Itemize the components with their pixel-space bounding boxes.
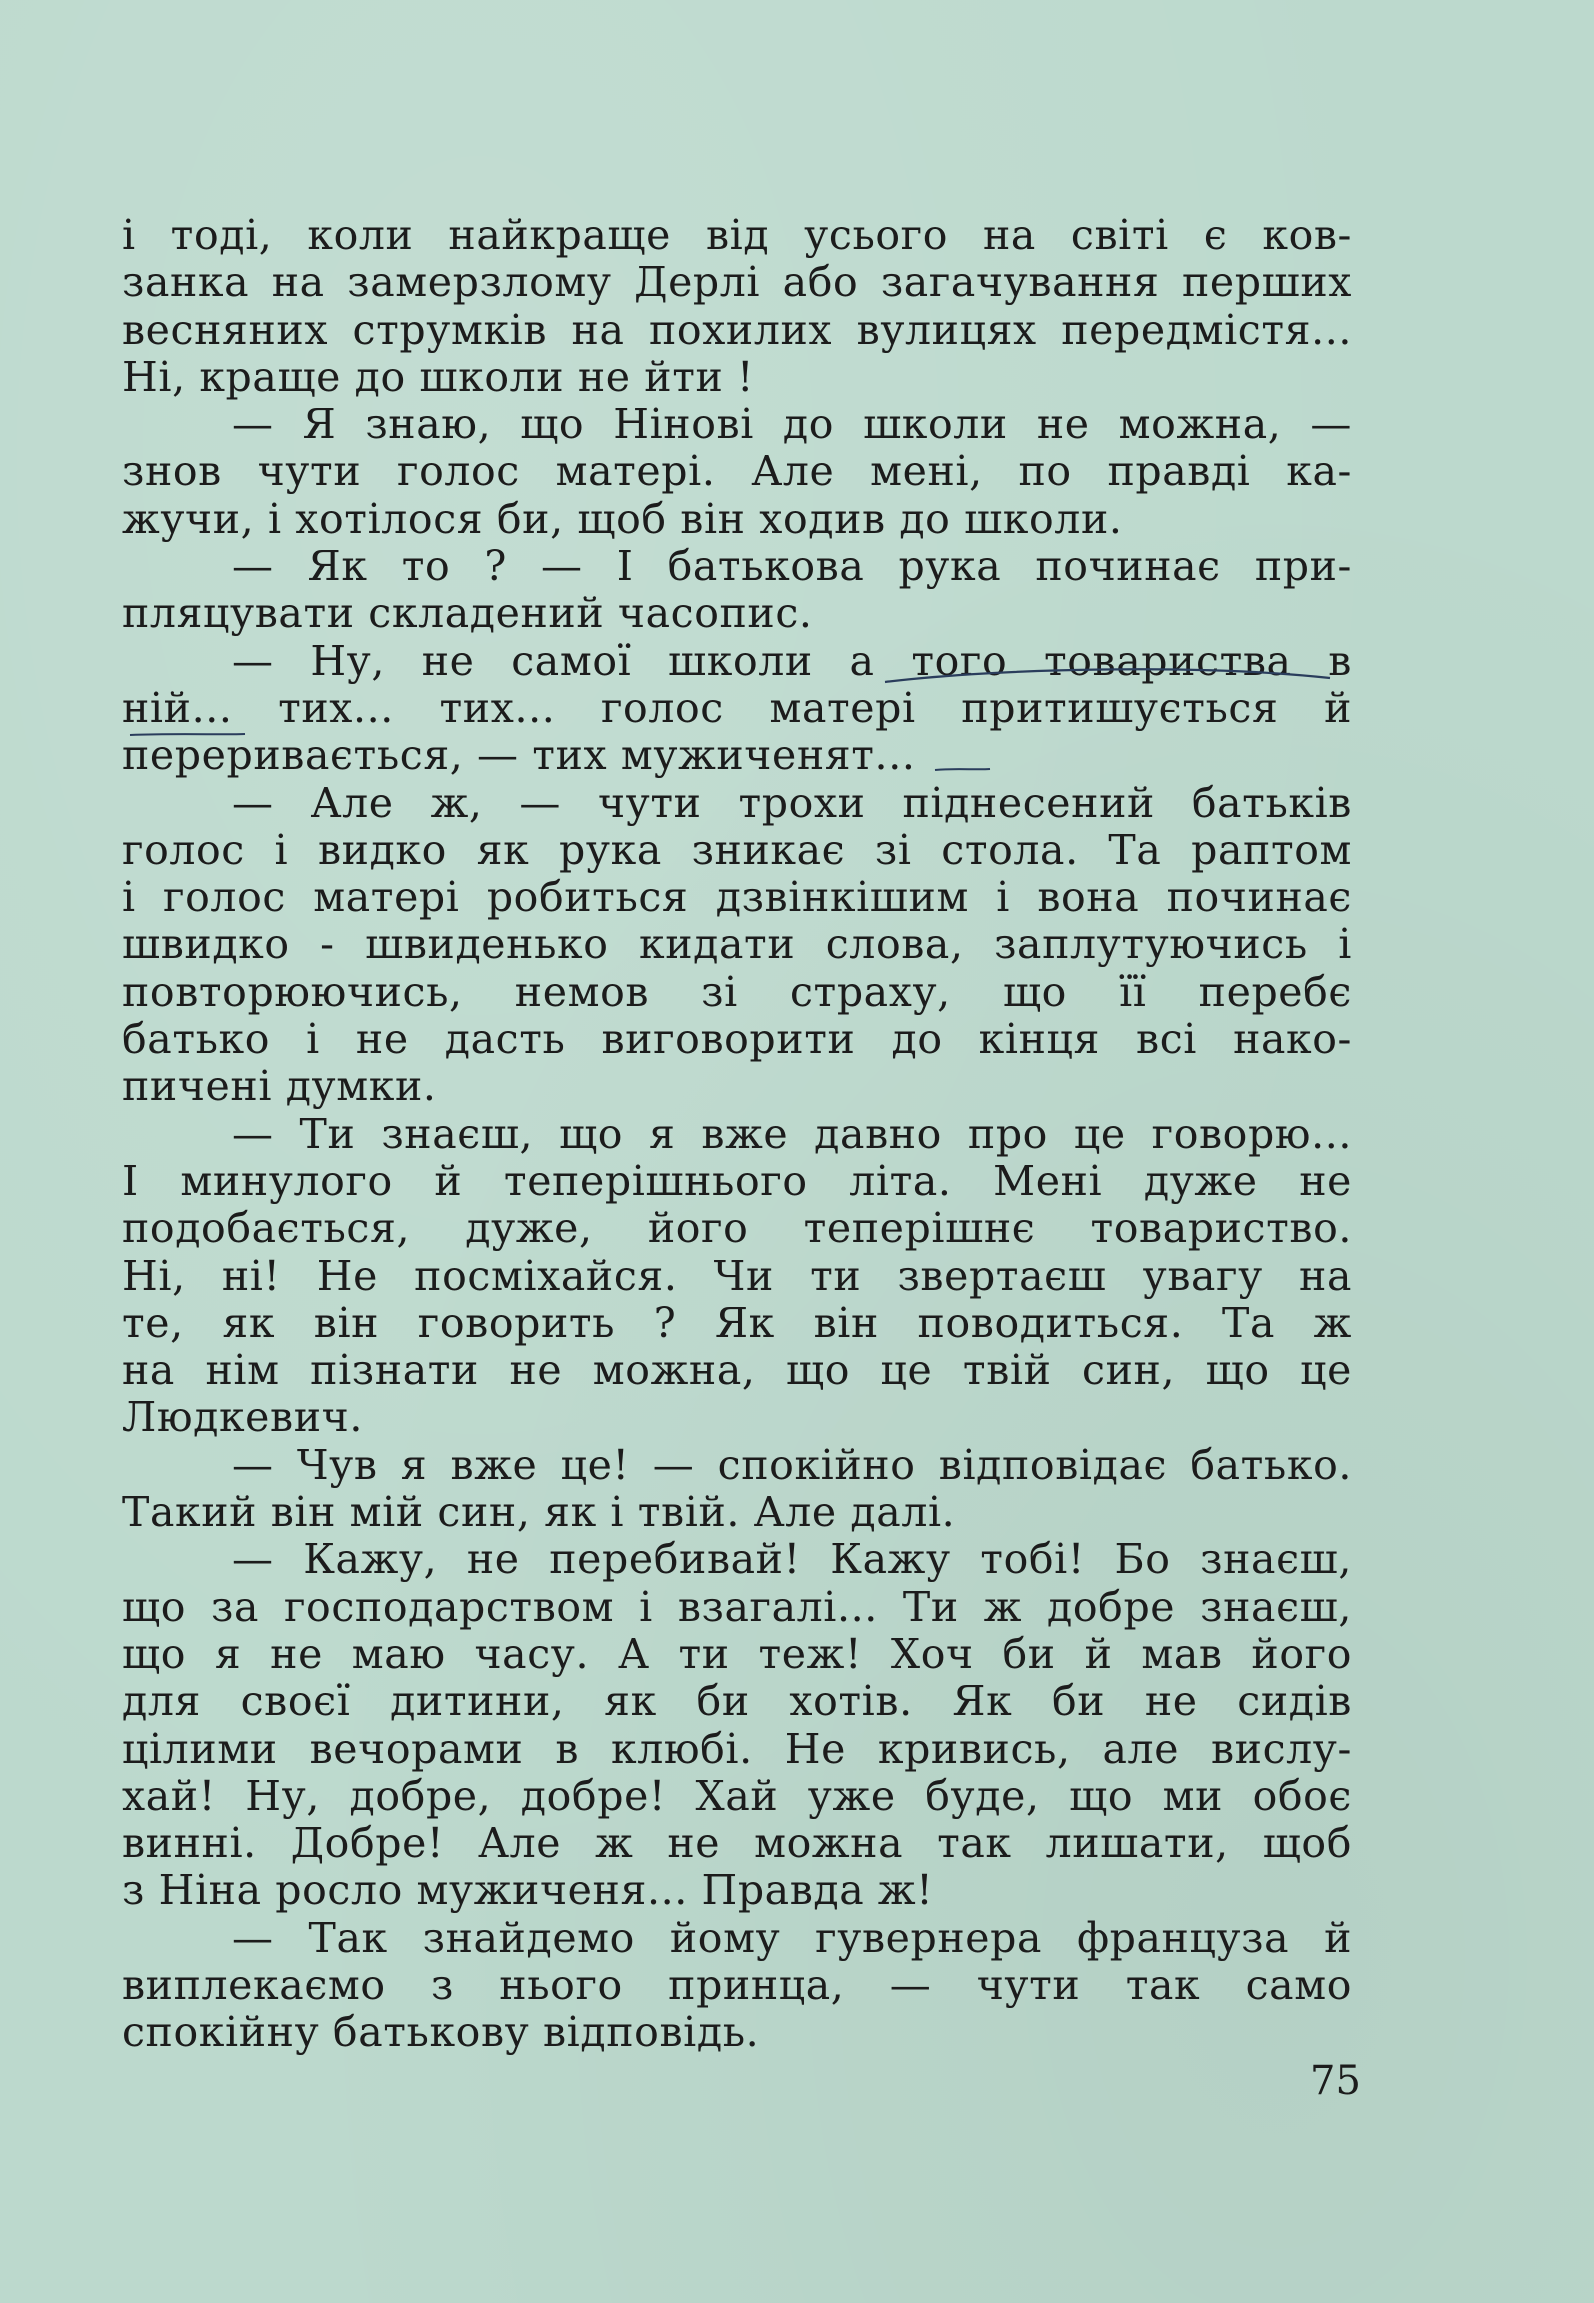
- text-line: — Ну, не самої школи а того товариства в: [232, 636, 1352, 685]
- text-line: для своєї дитини, як би хотів. Як би не сидів: [122, 1677, 1352, 1726]
- text-line: хай! Ну, добре, добре! Хай уже буде, що ми обоє: [122, 1771, 1352, 1820]
- text-line: на нім пізнати не можна, що це твій син, що це: [122, 1346, 1352, 1395]
- text-line: з Ніна росло мужиченя... Правда ж!: [122, 1866, 934, 1915]
- text-line: що за господарством і взагалі... Ти ж добре знаєш,: [122, 1582, 1352, 1631]
- text-line: знов чути голос матері. Але мені, по правді ка-: [122, 447, 1352, 496]
- text-line: подобається, дуже, його теперішнє товариство.: [122, 1204, 1352, 1253]
- text-line: батько і не дасть виговорити до кінця всі нако-: [122, 1015, 1352, 1064]
- text-line: пичені думки.: [122, 1062, 437, 1111]
- text-line: занка на замерзлому Дерлі або загачування перших: [122, 258, 1352, 307]
- text-line: весняних струмків на похилих вулицях передмістя...: [122, 305, 1352, 354]
- text-line: — Ти знаєш, що я вже давно про це говорю...: [232, 1109, 1352, 1158]
- text-line: — Так знайдемо йому гувернера француза й: [232, 1913, 1352, 1962]
- text-line: Ні, краще до школи не йти !: [122, 352, 755, 401]
- text-line: винні. Добре! Але ж не можна так лишати, щоб: [122, 1819, 1352, 1868]
- text-line: — Я знаю, що Нінові до школи не можна, —: [232, 400, 1352, 449]
- text-line: — Але ж, — чути трохи піднесений батьків: [232, 778, 1352, 827]
- page-number: 75: [1310, 2058, 1361, 2104]
- text-line: — Як то ? — І батькова рука починає при-: [232, 542, 1352, 591]
- text-line: Такий він мій син, як і твій. Але далі.: [122, 1488, 956, 1537]
- text-line: цілими вечорами в клюбі. Не кривись, але вислу-: [122, 1724, 1352, 1773]
- text-line: пляцувати складений часопис.: [122, 589, 813, 638]
- text-line: спокійну батькову відповідь.: [122, 2008, 760, 2057]
- text-line: Людкевич.: [122, 1393, 363, 1442]
- text-line: Ні, ні! Не посміхайся. Чи ти звертаєш увагу на: [122, 1251, 1352, 1300]
- text-line: переривається, — тих мужиченят...: [122, 731, 916, 780]
- text-line: і тоді, коли найкраще від усього на світі є ков-: [122, 211, 1352, 259]
- text-line: виплекаємо з нього принца, — чути так само: [122, 1960, 1352, 2009]
- body-text: [122, 212, 1352, 2057]
- text-line: І минулого й теперішнього літа. Мені дуже не: [122, 1156, 1352, 1205]
- text-line: — Чув я вже це! — спокійно відповідає батько.: [232, 1440, 1352, 1489]
- text-line: що я не маю часу. А ти теж! Хоч би й мав його: [122, 1629, 1352, 1678]
- text-line: голос і видко як рука зникає зі стола. Та раптом: [122, 825, 1352, 874]
- text-line: швидко - швиденько кидати слова, заплутуючись і: [122, 920, 1352, 969]
- text-line: повторюючись, немов зі страху, що її перебє: [122, 967, 1352, 1016]
- text-line: ній... тих... тих... голос матері притишується й: [122, 683, 1352, 732]
- text-line: — Кажу, не перебивай! Кажу тобі! Бо знаєш,: [232, 1535, 1352, 1584]
- text-line: те, як він говорить ? Як він поводиться. Та ж: [122, 1298, 1352, 1347]
- text-line: і голос матері робиться дзвінкішим і вона починає: [122, 873, 1352, 922]
- text-line: жучи, і хотілося би, щоб він ходив до школи.: [122, 494, 1123, 543]
